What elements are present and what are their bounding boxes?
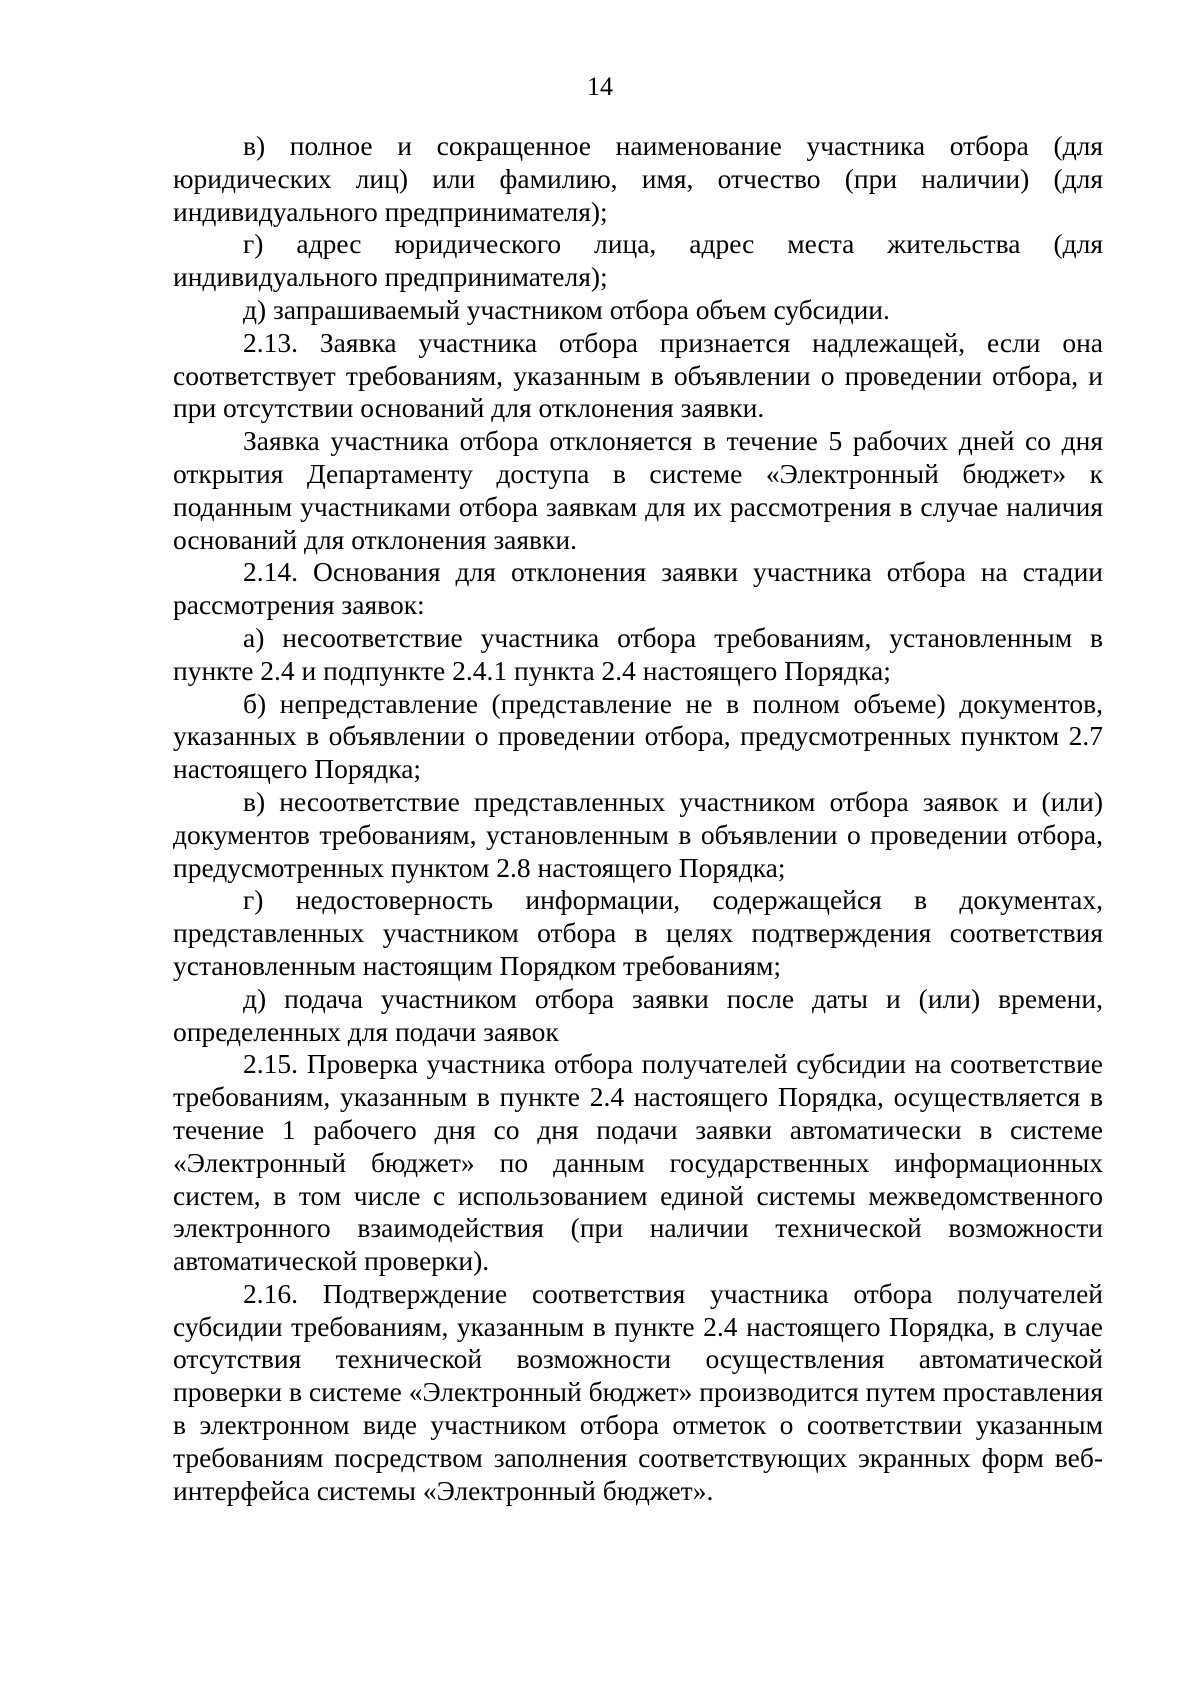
paragraph-item-g-false-information: г) недостоверность информации, содержащейся в документах, представленных участником отбора в целях подтверждения соответствия установленным настоящим Порядком требованиям; xyxy=(173,884,1103,981)
paragraph-item-a-noncompliance: а) несоответствие участника отбора требованиям, установленным в пункте 2.4 и подпункте 2.4.1 пункта 2.4 настоящего Порядка; xyxy=(173,621,1103,686)
paragraph-clause-2-14: 2.14. Основания для отклонения заявки участника отбора на стадии рассмотрения заявок: xyxy=(173,556,1103,621)
document-body xyxy=(173,130,1103,1507)
paragraph-clause-2-16: 2.16. Подтверждение соответствия участника отбора получателей субсидии требованиям, указанным в пункте 2.4 настоящего Порядка, в случае отсутствия технической возможности осуществления автоматической проверки в системе «Электронный бюджет» производится путем проставления в электронном виде участником отбора отметок о соответствии указанным требованиям посредством заполнения соответствующих экранных форм веб-интерфейса системы «Электронный бюджет». xyxy=(173,1277,1103,1506)
paragraph-clause-2-15: 2.15. Проверка участника отбора получателей субсидии на соответствие требованиям, указанным в пункте 2.4 настоящего Порядка, осуществляется в течение 1 рабочего дня со дня подачи заявки автоматически в системе «Электронный бюджет» по данным государственных информационных систем, в том числе с использованием единой системы межведомственного электронного взаимодействия (при наличии технической возможности автоматической проверки). xyxy=(173,1048,1103,1277)
paragraph-item-g-address: г) адрес юридического лица, адрес места жительства (для индивидуального предпринимателя); xyxy=(173,228,1103,293)
paragraph-item-v-name: в) полное и сокращенное наименование участника отбора (для юридических лиц) или фамилию, имя, отчество (при наличии) (для индивидуального предпринимателя); xyxy=(173,130,1103,227)
paragraph-item-d-late-submission: д) подача участником отбора заявки после даты и (или) времени, определенных для подачи заявок xyxy=(173,982,1103,1047)
paragraph-rejection-term: Заявка участника отбора отклоняется в течение 5 рабочих дней со дня открытия Департаменту доступа в системе «Электронный бюджет» к поданным участниками отбора заявкам для их рассмотрения в случае наличия оснований для отклонения заявки. xyxy=(173,425,1103,555)
paragraph-item-d-subsidy-volume: д) запрашиваемый участником отбора объем субсидии. xyxy=(243,293,890,325)
page-number: 14 xyxy=(587,72,613,101)
paragraph-item-v-document-noncompliance: в) несоответствие представленных участником отбора заявок и (или) документов требованиям, установленным в объявлении о проведении отбора, предусмотренных пунктом 2.8 настоящего Порядка; xyxy=(173,785,1103,883)
paragraph-item-b-missing-documents: б) непредставление (представление не в полном объеме) документов, указанных в объявлении о проведении отбора, предусмотренных пунктом 2.7 настоящего Порядка; xyxy=(173,687,1103,785)
paragraph-clause-2-13: 2.13. Заявка участника отбора признается надлежащей, если она соответствует требованиям, указанным в объявлении о проведении отбора, и при отсутствии оснований для отклонения заявки. xyxy=(173,326,1103,424)
